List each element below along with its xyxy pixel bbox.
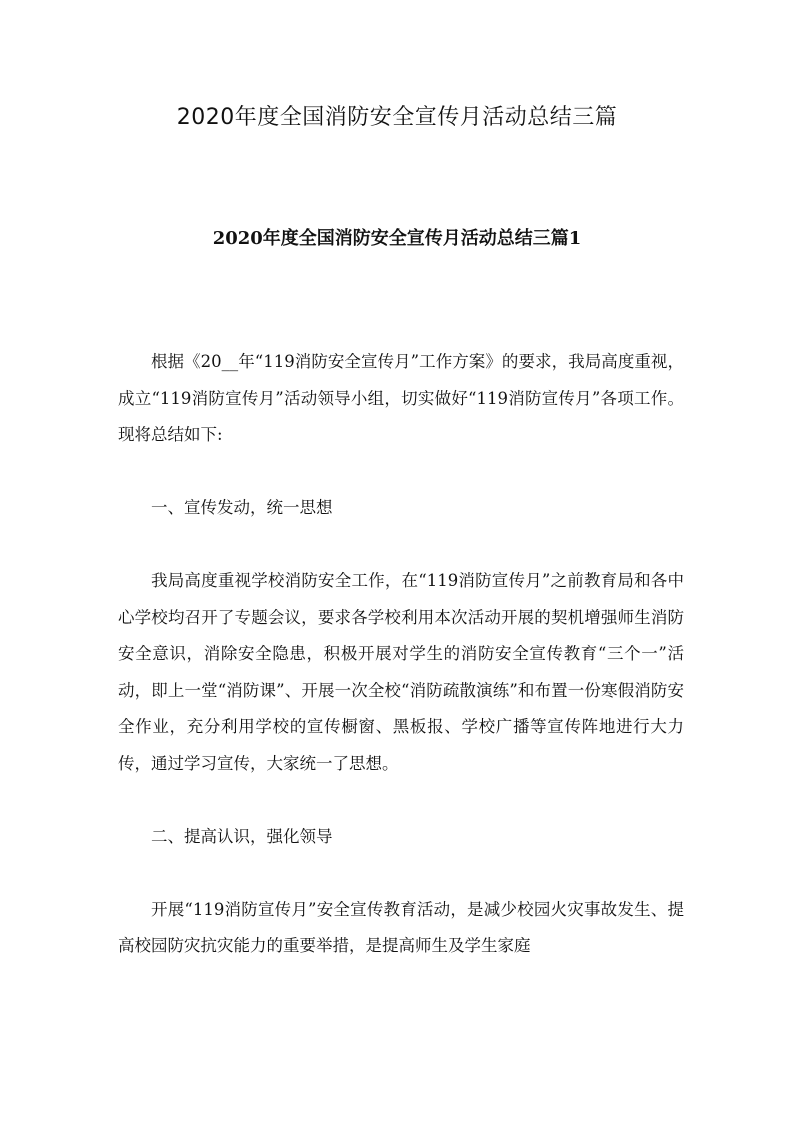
- paragraph-section-1: 我局高度重视学校消防安全工作，在“119消防宣传月”之前教育局和各中心学校均召开了专题会议，要求各学校利用本次活动开展的契机增强师生消防安全意识，消除安全隐患，积极开展对学生的消防安全宣传教育“三个一”活动，即上一堂“消防课”、开展一次全校“消防疏散演练”和布置一份寒假消防安全作业，充分利用学校的宣传橱窗、黑板报、学校广播等宣传阵地进行大力传，通过学习宣传，大家统一了思想。: [118, 571, 684, 773]
- heading-section-1: 一、宣传发动，统一思想: [151, 498, 333, 517]
- document-title: 2020年度全国消防安全宣传月活动总结三篇: [176, 105, 618, 130]
- document-body: [118, 344, 684, 965]
- section-title: 2020年度全国消防安全宣传月活动总结三篇1: [212, 228, 582, 249]
- paragraph-intro: 根据《20__年“119消防安全宣传月”工作方案》的要求，我局高度重视，成立“119消防宣传月”活动领导小组，切实做好“119消防宣传月”各项工作。现将总结如下:: [118, 352, 684, 444]
- paragraph-section-2: 开展“119消防宣传月”安全宣传教育活动，是减少校园火灾事故发生、提高校园防灾抗灾能力的重要举措，是提高师生及学生家庭: [118, 899, 684, 955]
- heading-section-2: 二、提高认识，强化领导: [151, 826, 333, 846]
